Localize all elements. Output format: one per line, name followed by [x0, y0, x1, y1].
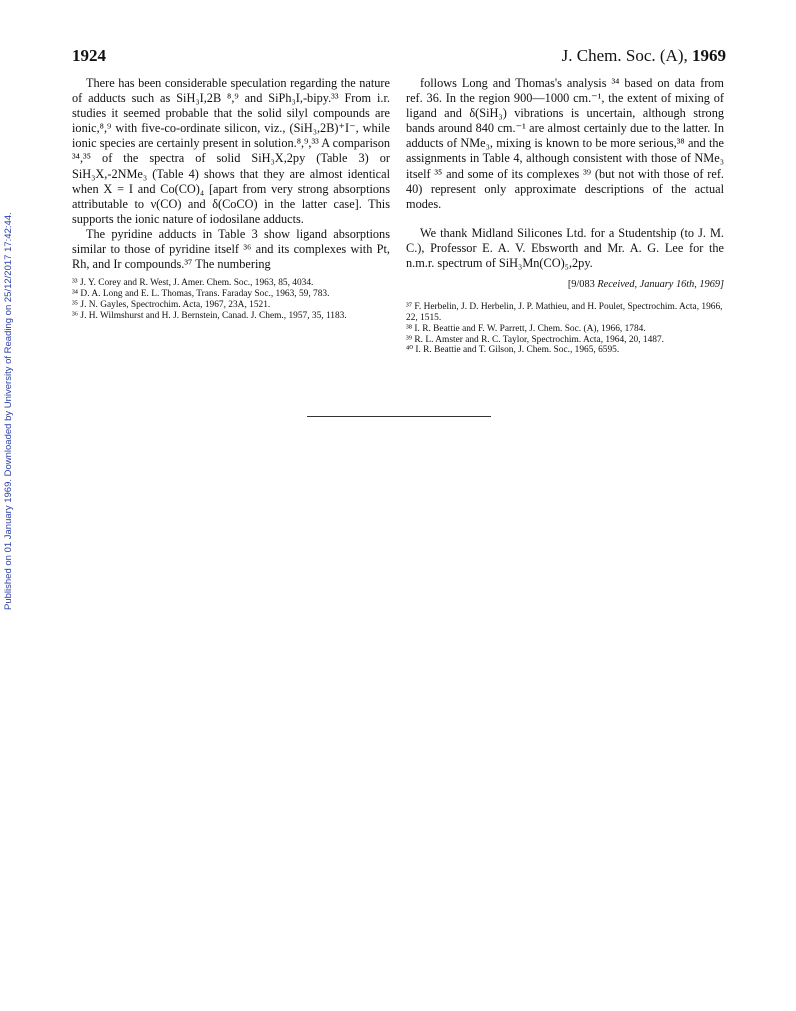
footnote: ³⁶ J. H. Wilmshurst and H. J. Bernstein, Canad. J. Chem., 1957, 35, 1183. — [72, 310, 347, 321]
footnote: ³⁵ J. N. Gayles, Spectrochim. Acta, 1967, 23A, 1521. — [72, 299, 271, 310]
acknowledgement: We thank Midland Silicones Ltd. for a Studentship (to J. M. C.), Professor E. A. V. Ebsworth and Mr. A. G. Lee for the n.m.r. spectrum of SiH₃Mn(CO)₅,2py. — [406, 225, 724, 271]
footnote: ³⁸ I. R. Beattie and F. W. Parrett, J. Chem. Soc. (A), 1966, 1784. — [406, 323, 646, 334]
body-paragraph: There has been considerable speculation regarding the nature of adducts such as SiH₃I,2B ⁸,⁹ and SiPh₃I,-bipy.³³ From i.r. studies it seemed probable that the solid silyl compounds are ionic,⁸,⁹ with five-co-ordinate silicon, viz., (SiH₃,2B)⁺I⁻, while ionic species are certainly present in solution.⁸,⁹,³³ A comparison ³⁴,³⁵ of the spectra of solid SiH₃X,2py (Table 3) or SiH₃X,-2NMe₃ (Table 4) shows that they are almost identical when X = I and Co(CO)₄ [apart from very strong absorptions attributable to ν(CO) and δ(CoCO) in the latter case]. This supports the ionic nature of iodosilane adducts. — [72, 76, 390, 226]
right-column — [406, 76, 724, 356]
received-line — [406, 277, 724, 292]
footnote: ⁴⁰ I. R. Beattie and T. Gilson, J. Chem. Soc., 1965, 6595. — [406, 345, 620, 356]
page-number: 1924 — [72, 46, 106, 65]
footnote: ³⁷ F. Herbelin, J. D. Herbelin, J. P. Mathieu, and H. Poulet, Spectrochim. Acta, 1966, 22, 1515. — [406, 302, 723, 324]
download-stamp-text: Published on 01 January 1969. Downloaded by University of Reading on 25/12/2017 17:42:44. — [3, 212, 14, 610]
journal-year: 1969 — [692, 46, 726, 65]
received-date: Received, January 16th, 1969] — [597, 279, 724, 291]
download-stamp — [3, 150, 17, 610]
end-rule — [307, 416, 491, 417]
received-ref: [9/083 — [567, 279, 595, 291]
body-paragraph: The pyridine adducts in Table 3 show ligand absorptions similar to those of pyridine itself ³⁶ and its complexes with Pt, Rh, and Ir compounds.³⁷ The numbering — [72, 226, 390, 272]
journal-title — [562, 46, 726, 66]
left-column — [72, 76, 390, 321]
footnotes — [72, 278, 390, 321]
journal-name: J. Chem. Soc. (A), — [561, 46, 688, 65]
page-header — [72, 46, 726, 68]
footnote: ³⁹ R. L. Amster and R. C. Taylor, Spectrochim. Acta, 1964, 20, 1487. — [406, 334, 664, 345]
body-paragraph: follows Long and Thomas's analysis ³⁴ based on data from ref. 36. In the region 900—1000 cm.⁻¹, the extent of mixing of ligand and δ(SiH₃) vibrations is uncertain, although strong bands around 840 cm.⁻¹ are almost certainly due to the latter. In adducts of NMe₃, mixing is known to be more serious,³⁸ and the assignments in Table 4, although consistent with those of NMe₃ itself ³⁵ and some of its complexes ³⁹ (but not with those of ref. 40) represent only approximate descriptions of the actual modes. — [406, 76, 724, 211]
footnote: ³⁴ D. A. Long and E. L. Thomas, Trans. Faraday Soc., 1963, 59, 783. — [72, 289, 330, 300]
footnote: ³³ J. Y. Corey and R. West, J. Amer. Chem. Soc., 1963, 85, 4034. — [72, 278, 314, 289]
footnotes — [406, 302, 724, 356]
